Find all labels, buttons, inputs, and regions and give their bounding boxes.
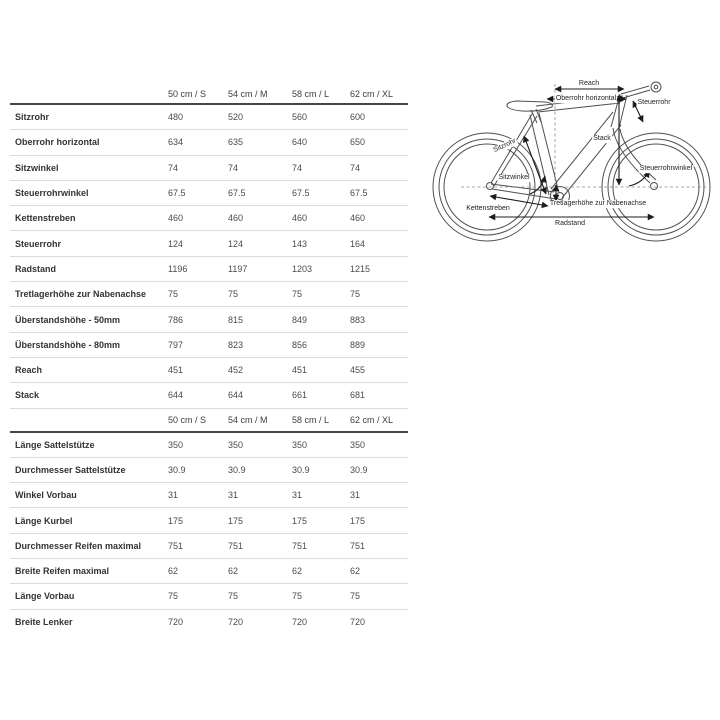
row-label: Breite Lenker [15,617,73,628]
column-header-l: 58 cm / L [292,414,330,425]
table-row [10,156,408,181]
diagram-label-stack: Stack [593,135,611,143]
row-value-m: 350 [228,439,244,450]
row-value-l: 1203 [292,263,313,274]
row-value-xl: 67.5 [350,188,368,199]
row-value-m: 751 [228,540,244,551]
diagram-label-reach: Reach [578,80,600,88]
row-value-xl: 62 [350,566,361,577]
row-value-m: 635 [228,137,244,148]
row-value-s: 74 [168,162,179,173]
row-value-l: 661 [292,390,308,401]
table-row [10,231,408,256]
row-value-xl: 883 [350,314,366,325]
diagram-label-kettenstreben: Kettenstreben [466,205,510,213]
row-value-s: 634 [168,137,184,148]
row-label: Reach [15,365,43,376]
row-value-xl: 31 [350,490,361,501]
row-value-m: 74 [228,162,239,173]
table-row [10,358,408,383]
row-value-m: 75 [228,591,239,602]
row-value-l: 350 [292,439,308,450]
size-header-row-2 [10,409,408,433]
row-value-l: 143 [292,238,308,249]
table-row [10,559,408,584]
row-value-xl: 889 [350,339,366,350]
row-value-l: 30.9 [292,465,310,475]
row-value-s: 644 [168,390,184,401]
row-value-m: 62 [228,566,239,577]
row-value-xl: 600 [350,112,366,123]
row-value-l: 74 [292,162,303,173]
table-row [10,307,408,332]
diagram-label-steuerrohrwinkel: Steuerrohrwinkel [639,165,693,173]
column-header-m: 54 cm / M [228,414,268,425]
row-label: Durchmesser Reifen maximal [15,540,142,551]
table-row [10,282,408,307]
row-value-s: 797 [168,339,184,350]
row-value-l: 751 [292,540,308,551]
table-row [10,383,408,408]
column-header-m: 54 cm / M [228,88,268,99]
row-value-s: 786 [168,314,184,325]
table-row [10,458,408,483]
row-value-s: 350 [168,439,184,450]
diagram-label-sitzrohr: Sitzrohr [492,137,518,154]
row-value-xl: 75 [350,289,361,300]
row-value-l: 175 [292,515,308,526]
row-value-s: 175 [168,515,184,526]
geometry-spec-table [10,84,408,635]
diagram-label-sitzwinkel: Sitzwinkel [498,174,530,182]
row-value-l: 67.5 [292,188,310,199]
row-value-xl: 751 [350,540,366,551]
row-value-s: 75 [168,591,179,602]
table-row [10,105,408,130]
row-value-m: 644 [228,390,244,401]
row-value-s: 67.5 [168,188,186,199]
row-value-s: 460 [168,213,184,224]
bike-geometry-diagram [425,56,720,256]
row-value-xl: 460 [350,213,366,224]
row-value-m: 175 [228,515,244,526]
row-value-m: 75 [228,289,239,300]
row-label: Überstandshöhe - 80mm [15,339,121,350]
table-row [10,483,408,508]
row-value-m: 67.5 [228,188,246,199]
row-value-xl: 720 [350,617,366,628]
table-row [10,257,408,282]
row-value-xl: 30.9 [350,465,368,475]
row-value-s: 75 [168,289,179,300]
row-value-m: 1197 [228,263,248,274]
row-value-xl: 74 [350,162,361,173]
row-value-s: 31 [168,490,179,501]
diagram-label-radstand: Radstand [555,220,585,228]
row-label: Überstandshöhe - 50mm [15,314,121,325]
row-value-s: 124 [168,238,184,249]
table-row [10,534,408,559]
row-value-l: 62 [292,566,303,577]
row-value-s: 720 [168,617,184,628]
row-value-xl: 175 [350,515,366,526]
diagram-label-steuerrohr: Steuerrohr [637,99,671,107]
row-value-xl: 681 [350,390,366,401]
frame-geometry-section [10,105,408,409]
rear-wheel-icon [433,133,541,241]
row-label: Sitzrohr [15,112,50,123]
row-label: Tretlagerhöhe zur Nabenachse [15,289,147,300]
row-value-m: 823 [228,339,244,350]
row-label: Sitzwinkel [15,162,59,173]
column-header-l: 58 cm / L [292,88,330,99]
row-value-m: 460 [228,213,244,224]
row-value-l: 720 [292,617,308,628]
column-header-s: 50 cm / S [168,88,207,99]
table-row [10,508,408,533]
row-label: Radstand [15,263,57,274]
row-value-s: 480 [168,112,184,123]
row-value-s: 751 [168,540,184,551]
column-header-s: 50 cm / S [168,414,207,425]
row-value-l: 640 [292,137,308,148]
diagram-label-tretlagerhoehe: Tretlagerhöhe zur Nabenachse [549,200,647,208]
size-header-row [10,84,408,105]
row-label: Steuerrohrwinkel [15,188,89,199]
row-label: Durchmesser Sattelstütze [15,465,126,475]
row-value-m: 124 [228,238,244,249]
steuerrohrwinkel-arc [629,171,649,186]
row-label: Oberrohr horizontal [15,137,100,148]
row-value-xl: 1215 [350,263,371,274]
row-label: Länge Kurbel [15,515,73,526]
row-value-l: 460 [292,213,308,224]
table-row [10,130,408,155]
row-value-s: 30.9 [168,465,186,475]
row-value-l: 849 [292,314,308,325]
table-row [10,333,408,358]
row-value-l: 451 [292,365,308,376]
components-section [10,433,408,635]
row-value-xl: 350 [350,439,366,450]
row-value-l: 75 [292,289,303,300]
row-value-l: 75 [292,591,303,602]
row-value-l: 31 [292,490,303,501]
row-value-s: 62 [168,566,179,577]
row-label: Breite Reifen maximal [15,566,110,577]
table-row [10,181,408,206]
row-value-m: 31 [228,490,239,501]
row-value-m: 720 [228,617,244,628]
table-row [10,433,408,458]
row-label: Winkel Vorbau [15,490,77,501]
column-header-xl: 62 cm / XL [350,88,394,99]
row-value-xl: 650 [350,137,366,148]
diagram-label-oberrohr: Oberrohr horizontal [555,95,617,103]
row-label: Steuerrohr [15,238,62,249]
row-value-m: 815 [228,314,244,325]
row-label: Kettenstreben [15,213,76,224]
row-value-s: 451 [168,365,184,376]
row-value-m: 30.9 [228,465,246,475]
table-row [10,584,408,609]
row-label: Stack [15,390,40,401]
row-value-l: 560 [292,112,308,123]
table-row [10,610,408,635]
row-value-xl: 164 [350,238,366,249]
table-row [10,206,408,231]
row-value-xl: 455 [350,365,366,376]
row-value-l: 856 [292,339,308,350]
row-value-m: 520 [228,112,244,123]
row-value-xl: 75 [350,591,361,602]
row-value-m: 452 [228,365,244,376]
row-value-s: 1196 [168,263,188,274]
column-header-xl: 62 cm / XL [350,414,394,425]
row-label: Länge Sattelstütze [15,439,95,450]
row-label: Länge Vorbau [15,591,75,602]
